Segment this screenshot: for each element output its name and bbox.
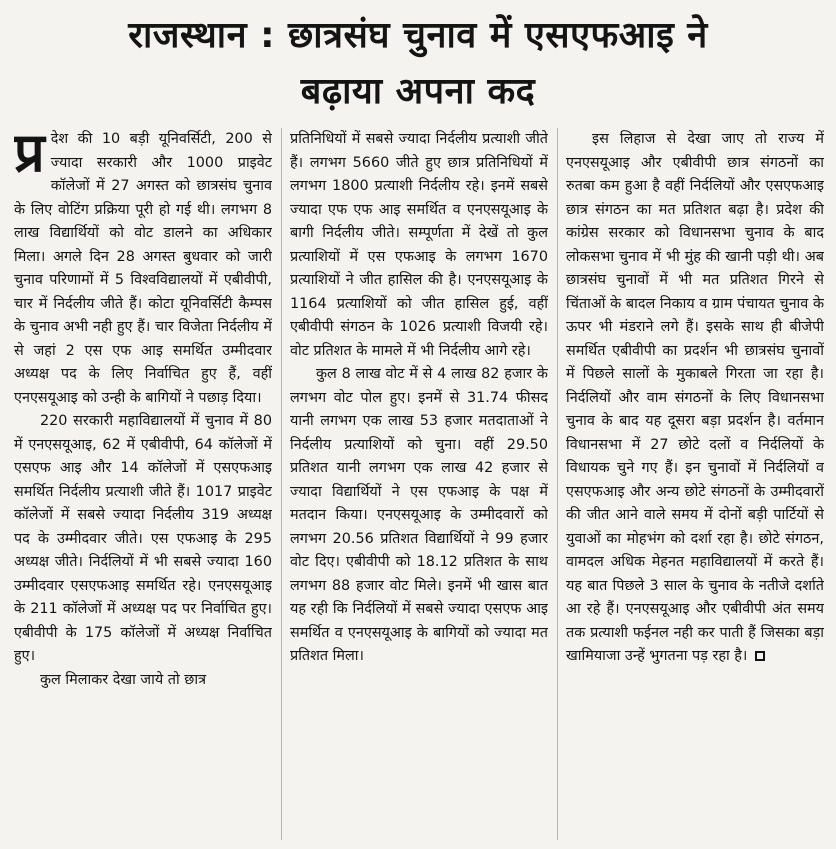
headline — [14, 8, 822, 120]
paragraph-text: इस लिहाज से देखा जाए तो राज्य में एनएसयूआइ और एबीवीपी छात्र संगठनों का रुतबा कम हुआ है वहीं निर्दलियों और एसएफआइ छात्र संगठन का मत प्रतिशत बढ़ा है। प्रदेश की कांग्रेस सरकार को विधानसभा चुनाव के बाद लोकसभा चुनाव में भी मुंह की खानी पड़ी थी। अब छात्रसंघ चुनावों में भी मत प्रतिशत गिरने से चिंताओं के बादल निकाय व ग्राम पंचायत चुनाव के ऊपर भी मंडराने लगे हैं। इसके साथ ही बीजेपी समर्थित एबीवीपी का प्रदर्शन भी छात्रसंघ चुनावों में पिछले सालों के मुकाबले गिरता जा रहा है। निर्दलियों और वाम संगठनों के लिए विधानसभा चुनाव के बाद यह दूसरा बड़ा प्रदर्शन है। वर्तमान विधानसभा में 27 छोटे दलों व निर्दलियों के विधायक चुने गए हैं। इन चुनावों में निर्दलियों व एसएफआइ और अन्य छोटे संगठनों के उम्मीदवारों की जीत आने वाले समय में दोनों बड़ी पार्टियों से युवाओं का मोहभंग को दर्शा रहा है। छोटे संगठन, वामदल अधिक मेहनत महाविद्यालयों में करते हैं। यह बात पिछले 3 साल के चुनाव के नतीजे दर्शाते आ रहे हैं। एनएसयूआइ और एबीवीपी अंत समय तक प्रत्याशी फईनल नही कर पाती हैं जिसका बड़ा खामियाजा उन्हें भुगतना पड़ रहा है। — [566, 131, 824, 664]
article-column-3 — [566, 128, 824, 844]
headline-line-2: बढ़ाया अपना कद — [300, 71, 536, 112]
article-column-2 — [290, 128, 548, 844]
article-paragraph: कुल मिलाकर देखा जाये तो छात्र — [40, 671, 207, 688]
headline-line-1: राजस्थान : छात्रसंघ चुनाव में एसएफआइ ने — [128, 15, 708, 56]
drop-cap: प्र — [14, 128, 45, 184]
article-paragraph: 220 सरकारी महाविद्यालयों में चुनाव में 80 में एनएसयूआइ, 62 में एबीवीपी, 64 कॉलेजों में एसएफ आइ और 14 कॉलेजों में एसएफआइ समर्थित निर्दलीय प्रत्याशी जीते हैं। 1017 प्राइवेट कॉलेजों में सबसे ज्यादा निर्दलीय 319 अध्यक्ष पद के उम्मीदवार जीते। एस एफआइ के 295 अध्यक्ष जीते। निर्दलियों में भी सबसे ज्यादा 160 उम्मीदवार एसएफआइ समर्थित रहे। एनएसयूआइ के 211 कॉलेजों में अध्यक्ष पद पर निर्वाचित हुए। एबीवीपी के 175 कॉलेजों में अध्यक्ष निर्वाचित हुए। — [14, 413, 272, 664]
article-columns — [14, 128, 822, 848]
column-divider — [557, 128, 558, 840]
article-paragraph — [14, 128, 272, 410]
column-divider — [281, 128, 282, 840]
end-of-article-icon — [755, 651, 765, 661]
article-paragraph: कुल 8 लाख वोट में से 4 लाख 82 हजार के लगभग वोट पोल हुए। इनमें से 31.74 फीसद यानी लगभग एक लाख 53 हजार मतदाताओं ने निर्दलीय प्रत्याशियों को चुना। वहीं 29.50 प्रतिशत यानी लगभग एक लाख 42 हजार से ज्यादा विद्यार्थियों ने एस एफआइ के पक्ष में मतदान किया। एनएसयूआइ के उम्मीदवारों को लगभग 20.56 प्रतिशत विद्यार्थियों ने 99 हजार वोट दिए। एबीवीपी को 18.12 प्रतिशत के साथ लगभग 88 हजार वोट मिले। इनमें भी खास बात यह रही कि निर्दलियों में सबसे ज्यादा एसएफ आइ समर्थित व एनएसयूआइ के बागियों को ज्यादा मत प्रतिशत मिला। — [290, 366, 548, 664]
paragraph-text: देश की 10 बड़ी यूनिवर्सिटी, 200 से ज्यादा सरकारी और 1000 प्राइवेट कॉलेजों में 27 अगस्त को छात्रसंघ चुनाव के लिए वोटिंग प्रक्रिया पूरी हो गई थी। लगभग 8 लाख विद्यार्थियों को वोट डालने का अधिकार मिला। अगले दिन 28 अगस्त बुधवार को जारी चुनाव परिणामों में 5 विश्वविद्यालयों में एबीवीपी, चार में निर्दलीय जीते हैं। कोटा यूनिवर्सिटी कैम्पस के चुनाव अभी नही हुए हैं। चार विजेता निर्दलीय में से जहां 2 एस एफ आइ समर्थित उम्मीदवार अध्यक्ष पद के लिए निर्वाचित हुए हैं, वहीं एनएसयूआइ को उन्ही के बागियों ने पछाड़ दिया। — [14, 131, 272, 406]
article-paragraph: प्रतिनिधियों में सबसे ज्यादा निर्दलीय प्रत्याशी जीते हैं। लगभग 5660 जीते हुए छात्र प्रतिनिधियों में लगभग 1800 प्रत्याशी निर्दलीय रहे। इनमें सबसे ज्यादा एफ एफ आइ समर्थित व एनएसयूआइ के बागी निर्दलीय जीते। सम्पूर्णता में देखें तो कुल प्रत्याशियों में एस एफआइ के लगभग 1670 प्रत्याशियों ने जीत हासिल की है। एनएसयूआइ के 1164 प्रत्याशियों को जीत हासिल हुई, वहीं एबीवीपी संगठन के 1026 प्रत्याशी विजयी रहे। वोट प्रतिशत के मामले में भी निर्दलीय आगे रहे। — [290, 131, 548, 359]
article-paragraph — [566, 128, 824, 669]
article-column-1 — [14, 128, 272, 844]
